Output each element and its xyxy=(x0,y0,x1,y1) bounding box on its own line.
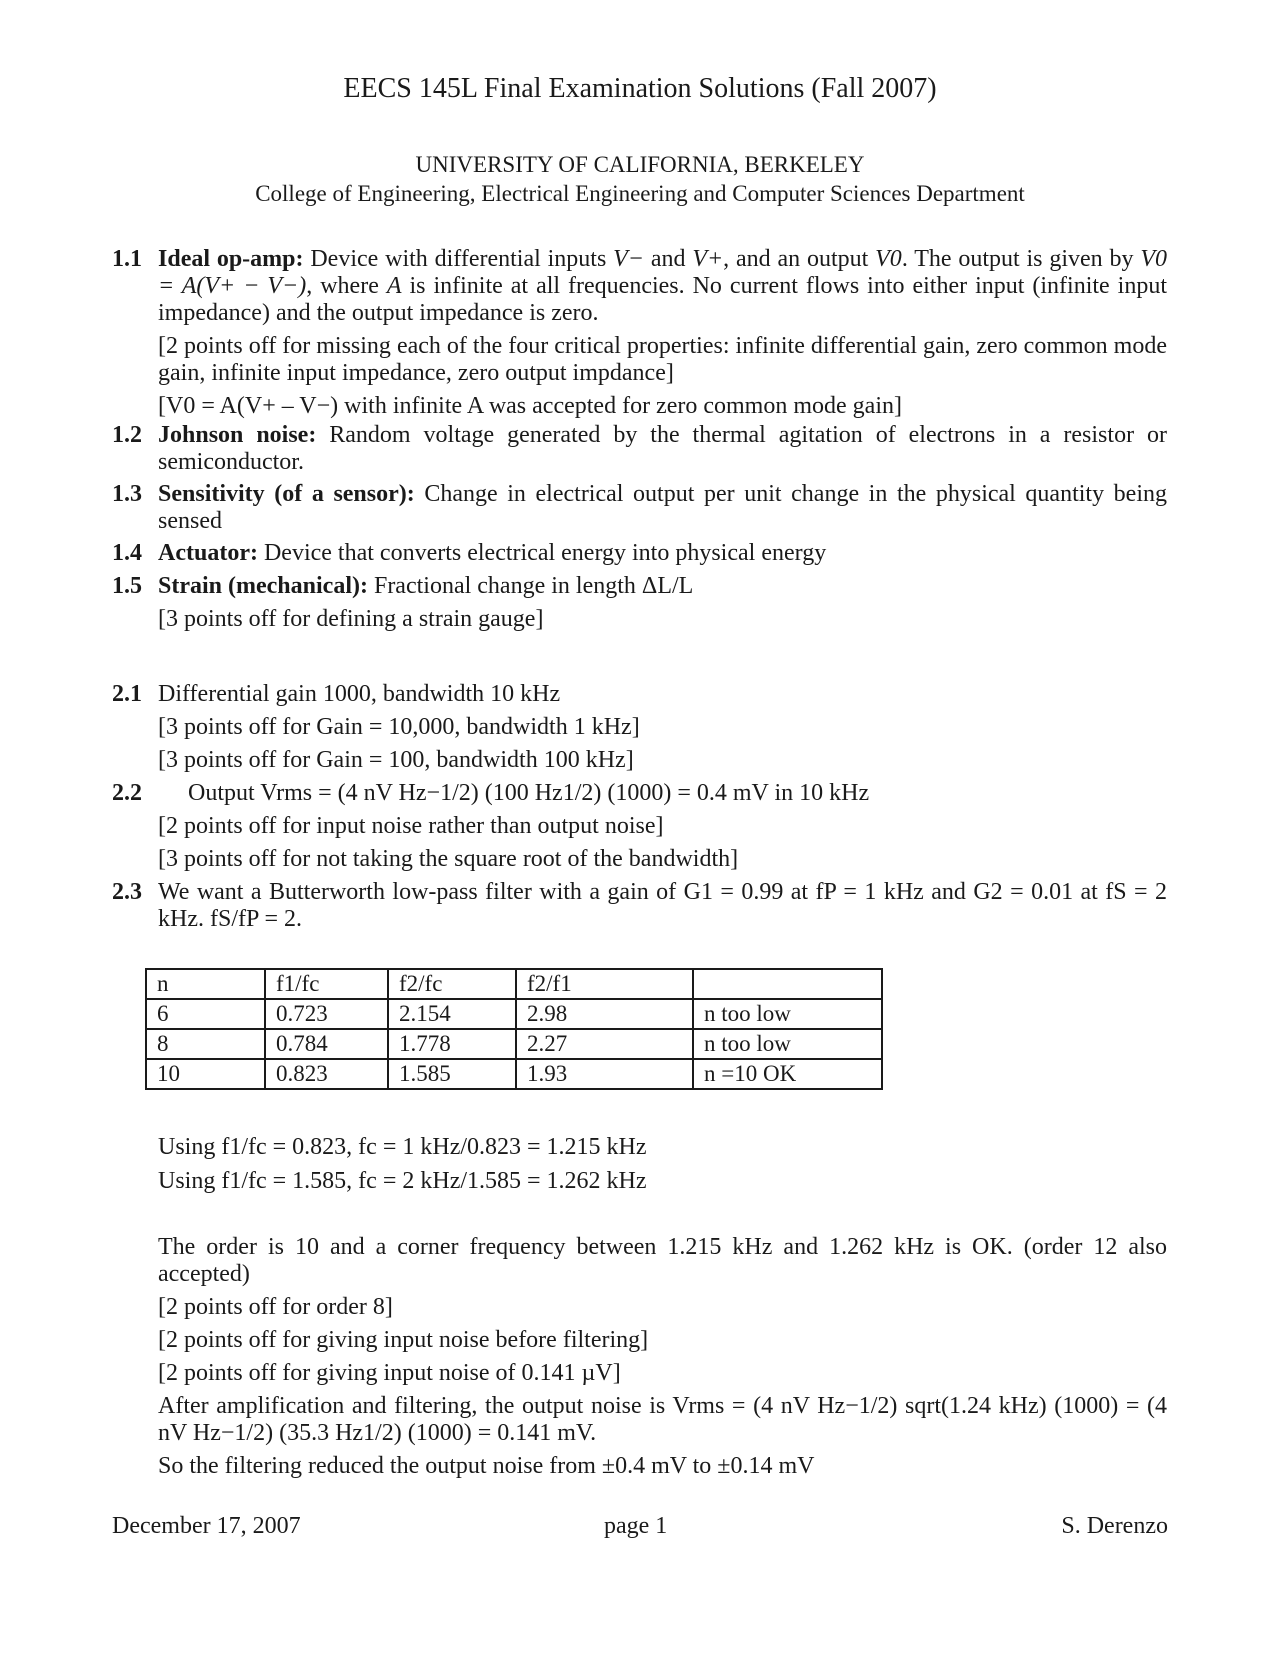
item-1-5-definition xyxy=(158,573,1167,600)
footer-author: S. Derenzo xyxy=(1061,1513,1168,1539)
item-2-1 xyxy=(112,681,1167,780)
item-2-2 xyxy=(112,780,1167,879)
grading-note: [2 points off for giving input noise of 0.141 µV] xyxy=(158,1360,621,1386)
item-1-2 xyxy=(112,422,1167,482)
grading-note: [2 points off for missing each of the four critical properties: infinite differential gain, zero common mode gain, infinite input impedance, zero output impdance] xyxy=(158,333,1167,386)
butterworth-table xyxy=(145,968,883,1090)
table-header: n xyxy=(146,969,265,999)
footer-page-number: page 1 xyxy=(604,1513,668,1539)
text: Random voltage generated by the thermal agitation of electrons in a resistor or semiconductor. xyxy=(158,422,1167,475)
term: Johnson noise: xyxy=(158,422,317,448)
item-number: 1.3 xyxy=(112,481,142,507)
item-1-5 xyxy=(112,573,1167,639)
table-row xyxy=(146,1029,882,1059)
college-name: College of Engineering, Electrical Engineering and Computer Sciences Department xyxy=(255,181,1025,206)
table-cell: 1.585 xyxy=(388,1059,516,1089)
table-cell: 6 xyxy=(146,999,265,1029)
item-1-3-definition xyxy=(158,481,1167,535)
table-cell: 0.723 xyxy=(265,999,388,1029)
term: Strain (mechanical): xyxy=(158,573,368,599)
item-1-1 xyxy=(112,246,1167,426)
output-noise-calc: After amplification and filtering, the output noise is Vrms = (4 nV Hz−1/2) sqrt(1.24 kHz) (1000) = (4 nV Hz−1/2) (35.3 Hz1/2) (1000) = 0.141 mV. xyxy=(158,1393,1167,1446)
page-title: EECS 145L Final Examination Solutions (Fall 2007) xyxy=(343,73,937,104)
item-number: 1.2 xyxy=(112,422,142,448)
conclusion-block xyxy=(158,1234,1167,1486)
grading-note: [V0 = A(V+ – V−) with infinite A was accepted for zero common mode gain] xyxy=(158,393,902,419)
table-cell: 2.98 xyxy=(516,999,693,1029)
table-header: f2/fc xyxy=(388,969,516,999)
symbol: A xyxy=(386,273,402,299)
answer: Differential gain 1000, bandwidth 10 kHz xyxy=(158,681,561,707)
text: and xyxy=(644,246,693,272)
answer: We want a Butterworth low-pass filter with a gain of G1 = 0.99 at fP = 1 kHz and G2 = 0.01 at fS = 2 kHz. fS/fP = 2. xyxy=(158,879,1167,932)
text: Change in electrical output per unit change in the physical quantity being sensed xyxy=(158,481,1168,534)
table-cell: 8 xyxy=(146,1029,265,1059)
text: , and an output xyxy=(723,246,876,272)
table-header: f1/fc xyxy=(265,969,388,999)
table-cell: 0.823 xyxy=(265,1059,388,1089)
footer-date: December 17, 2007 xyxy=(112,1513,301,1539)
grading-note: [2 points off for input noise rather than output noise] xyxy=(158,813,664,839)
term: Sensitivity (of a sensor): xyxy=(158,481,415,507)
item-number: 2.3 xyxy=(112,879,142,905)
text: Device with differential inputs xyxy=(303,246,614,272)
grading-note: [3 points off for Gain = 100, bandwidth 100 kHz] xyxy=(158,747,634,773)
table-cell: n too low xyxy=(693,999,882,1029)
grading-note: [3 points off for Gain = 10,000, bandwidth 1 kHz] xyxy=(158,714,640,740)
text: Device that converts electrical energy into physical energy xyxy=(257,540,827,566)
text: . The output is given by xyxy=(901,246,1141,272)
item-number: 1.1 xyxy=(112,246,142,272)
item-2-3 xyxy=(112,879,1167,939)
grading-note: [3 points off for not taking the square root of the bandwidth] xyxy=(158,846,739,872)
item-number: 2.2 xyxy=(112,780,142,806)
grading-note: [2 points off for order 8] xyxy=(158,1294,393,1320)
table-cell: 10 xyxy=(146,1059,265,1089)
item-1-4 xyxy=(112,540,1167,573)
term: Ideal op-amp: xyxy=(158,246,304,272)
symbol: V− xyxy=(613,246,644,272)
grading-note: [3 points off for defining a strain gauge] xyxy=(158,606,544,632)
symbol: V0 xyxy=(875,246,902,272)
grading-note: [2 points off for giving input noise before filtering] xyxy=(158,1327,649,1353)
table-row xyxy=(146,999,882,1029)
table-cell: 2.154 xyxy=(388,999,516,1029)
item-1-3 xyxy=(112,481,1167,541)
item-1-1-definition xyxy=(158,246,1167,327)
item-1-4-definition xyxy=(158,540,1167,567)
symbol: V+ xyxy=(692,246,724,272)
text: Fractional change in length ΔL/L xyxy=(367,573,694,599)
university-name: UNIVERSITY OF CALIFORNIA, BERKELEY xyxy=(415,152,865,177)
text: is infinite at all frequencies. No current flows into either input (infinite input impedance) and the output impedance is zero. xyxy=(158,273,1168,326)
table-cell: 0.784 xyxy=(265,1029,388,1059)
table-row xyxy=(146,1059,882,1089)
item-number: 1.4 xyxy=(112,540,142,566)
item-number: 1.5 xyxy=(112,573,142,599)
formula: V0 = A(V+ − V−) xyxy=(158,246,1168,299)
calc-line-2: Using f1/fc = 1.585, fc = 2 kHz/1.585 = 1.262 kHz xyxy=(158,1168,647,1194)
table-cell: n =10 OK xyxy=(693,1059,882,1089)
item-1-2-definition xyxy=(158,422,1167,476)
table-cell: 1.93 xyxy=(516,1059,693,1089)
final-result: So the filtering reduced the output noise from ±0.4 mV to ±0.14 mV xyxy=(158,1453,815,1479)
table-cell: 2.27 xyxy=(516,1029,693,1059)
table-cell: n too low xyxy=(693,1029,882,1059)
calc-line-1: Using f1/fc = 0.823, fc = 1 kHz/0.823 = 1.215 kHz xyxy=(158,1134,647,1160)
text: , where xyxy=(306,273,387,299)
table-header-row xyxy=(146,969,882,999)
table-header xyxy=(693,969,882,999)
table-cell: 1.778 xyxy=(388,1029,516,1059)
item-number: 2.1 xyxy=(112,681,142,707)
table-header: f2/f1 xyxy=(516,969,693,999)
order-conclusion: The order is 10 and a corner frequency between 1.215 kHz and 1.262 kHz is OK. (order 12 also accepted) xyxy=(158,1234,1167,1287)
term: Actuator: xyxy=(158,540,258,566)
answer: Output Vrms = (4 nV Hz−1/2) (100 Hz1/2) (1000) = 0.4 mV in 10 kHz xyxy=(188,780,870,806)
